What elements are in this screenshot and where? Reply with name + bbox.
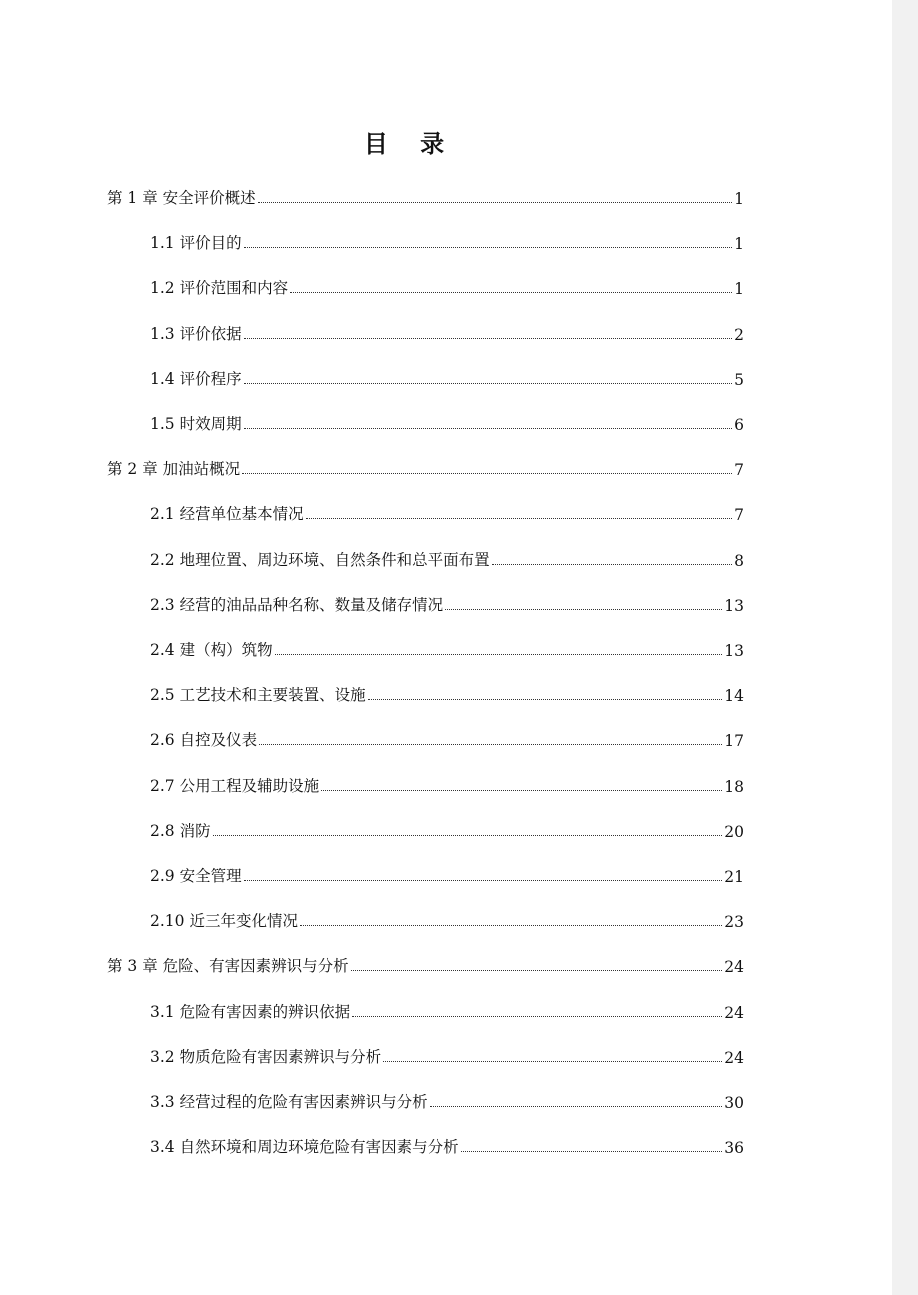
toc-page-number: 6: [734, 416, 744, 434]
toc-section-entry[interactable]: [150, 681, 744, 705]
toc-page-number: 30: [724, 1094, 744, 1112]
toc-chapter-entry[interactable]: [107, 952, 744, 976]
toc-section-entry[interactable]: [150, 229, 744, 253]
toc-page-number: 14: [724, 687, 744, 705]
dot-leader: [258, 202, 732, 203]
toc-section-entry[interactable]: [150, 410, 744, 434]
toc-page-number: 24: [724, 1004, 744, 1022]
toc-entry-title: 1.1 评价目的: [150, 234, 242, 252]
toc-entry-title: 3.2 物质危险有害因素辨识与分析: [150, 1048, 382, 1066]
toc-section-entry[interactable]: [150, 591, 744, 615]
toc-page-number: 1: [734, 190, 744, 208]
toc-title: 目 录: [363, 130, 457, 158]
toc-entry-title: 2.8 消防: [150, 822, 211, 840]
toc-page-number: 17: [724, 732, 744, 750]
toc-section-entry[interactable]: [150, 1133, 744, 1157]
toc-entry-title: 3.3 经营过程的危险有害因素辨识与分析: [150, 1093, 428, 1111]
dot-leader: [244, 338, 733, 339]
toc-section-entry[interactable]: [150, 636, 744, 660]
dot-leader: [352, 1016, 722, 1017]
toc-section-entry[interactable]: [150, 817, 744, 841]
toc-entry-title: 2.6 自控及仪表: [150, 731, 258, 749]
dot-leader: [290, 292, 732, 293]
toc-page-number: 7: [734, 461, 744, 479]
toc-page-number: 23: [724, 913, 744, 931]
dot-leader: [244, 383, 733, 384]
toc-page-number: 24: [724, 958, 744, 976]
toc-entry-title: 2.4 建（构）筑物: [150, 641, 273, 659]
toc-entry-title: 1.2 评价范围和内容: [150, 279, 289, 297]
dot-leader: [242, 473, 732, 474]
dot-leader: [306, 518, 733, 519]
toc-section-entry[interactable]: [150, 1088, 744, 1112]
toc-entry-title: 2.3 经营的油品品种名称、数量及储存情况: [150, 596, 444, 614]
toc-entry-title: 第 2 章 加油站概况: [107, 460, 241, 478]
toc-entry-title: 2.10 近三年变化情况: [150, 912, 298, 930]
toc-page-number: 13: [724, 642, 744, 660]
toc-chapter-entry[interactable]: [107, 184, 744, 208]
toc-chapter-entry[interactable]: [107, 455, 744, 479]
dot-leader: [244, 428, 733, 429]
dot-leader: [383, 1061, 722, 1062]
toc-entry-title: 第 3 章 危险、有害因素辨识与分析: [107, 957, 349, 975]
toc-page-number: 5: [734, 371, 744, 389]
toc-entry-title: 3.1 危险有害因素的辨识依据: [150, 1003, 351, 1021]
toc-page-number: 18: [724, 778, 744, 796]
toc-page-number: 8: [734, 552, 744, 570]
toc-section-entry[interactable]: [150, 274, 744, 298]
dot-leader: [275, 654, 723, 655]
toc-entry-title: 2.9 安全管理: [150, 867, 242, 885]
toc-page-number: 24: [724, 1049, 744, 1067]
toc-section-entry[interactable]: [150, 546, 744, 570]
toc-page-number: 20: [724, 823, 744, 841]
toc-entry-title: 1.4 评价程序: [150, 370, 242, 388]
dot-leader: [445, 609, 722, 610]
toc-page-number: 21: [724, 868, 744, 886]
toc-entry-title: 1.3 评价依据: [150, 325, 242, 343]
toc-page-number: 2: [734, 326, 744, 344]
toc-entry-title: 2.2 地理位置、周边环境、自然条件和总平面布置: [150, 551, 490, 569]
dot-leader: [213, 835, 723, 836]
toc-entry-title: 第 1 章 安全评价概述: [107, 189, 256, 207]
toc-page-number: 1: [734, 235, 744, 253]
toc-page-number: 1: [734, 280, 744, 298]
toc-section-entry[interactable]: [150, 365, 744, 389]
dot-leader: [461, 1151, 723, 1152]
toc-page-number: 13: [724, 597, 744, 615]
toc-entry-title: 3.4 自然环境和周边环境危险有害因素与分析: [150, 1138, 459, 1156]
dot-leader: [244, 247, 733, 248]
dot-leader: [351, 970, 723, 971]
toc-section-entry[interactable]: [150, 998, 744, 1022]
toc-section-entry[interactable]: [150, 907, 744, 931]
dot-leader: [300, 925, 722, 926]
dot-leader: [244, 880, 723, 881]
dot-leader: [430, 1106, 723, 1107]
toc-section-entry[interactable]: [150, 862, 744, 886]
toc-entry-title: 1.5 时效周期: [150, 415, 242, 433]
toc-entry-title: 2.5 工艺技术和主要装置、设施: [150, 686, 366, 704]
toc-section-entry[interactable]: [150, 726, 744, 750]
toc-section-entry[interactable]: [150, 1043, 744, 1067]
toc-section-entry[interactable]: [150, 772, 744, 796]
toc-page-number: 36: [724, 1139, 744, 1157]
dot-leader: [321, 790, 722, 791]
toc-section-entry[interactable]: [150, 500, 744, 524]
dot-leader: [368, 699, 723, 700]
dot-leader: [492, 564, 733, 565]
toc-page-number: 7: [734, 506, 744, 524]
viewer-side-strip: [892, 0, 918, 1295]
dot-leader: [259, 744, 722, 745]
toc-entry-title: 2.1 经营单位基本情况: [150, 505, 304, 523]
toc-entry-title: 2.7 公用工程及辅助设施: [150, 777, 320, 795]
toc-section-entry[interactable]: [150, 320, 744, 344]
